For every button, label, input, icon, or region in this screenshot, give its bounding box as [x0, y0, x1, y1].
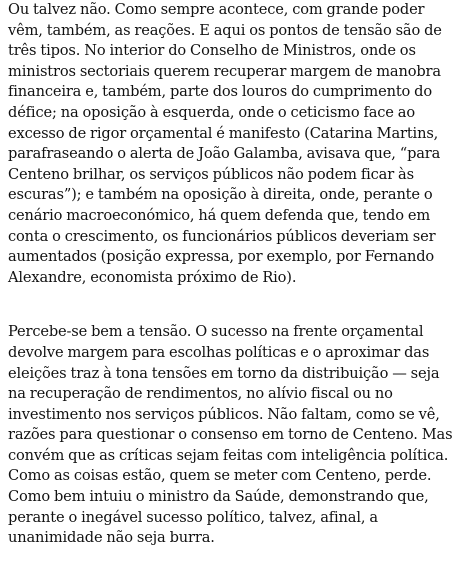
paragraph-line: escuras”); e também na oposição à direita, onde, perante o: [8, 186, 433, 204]
paragraph-line: défice; na oposição à esquerda, onde o ceticismo face ao: [8, 103, 415, 121]
paragraph-line: três tipos. No interior do Conselho de Ministros, onde os: [8, 42, 416, 60]
paragraph-2: [8, 322, 456, 549]
article-body: [8, 0, 456, 549]
paragraph-line: Percebe-se bem a tensão. O sucesso na frente orçamental: [8, 323, 424, 341]
paragraph-line: na recuperação de rendimentos, no alívio fiscal ou no: [8, 385, 393, 403]
paragraph-line: devolve margem para escolhas políticas e o aproximar das: [8, 343, 430, 361]
paragraph-line: financeira e, também, parte dos louros do cumprimento do: [8, 83, 432, 101]
paragraph-line: razões para questionar o consenso em torno de Centeno. Mas: [8, 426, 453, 444]
paragraph-line: parafraseando o alerta de João Galamba, avisava que, “para: [8, 145, 441, 163]
paragraph-line: perante o inegável sucesso político, talvez, afinal, a: [8, 508, 378, 526]
paragraph-line: Centeno brilhar, os serviços públicos não podem ficar às: [8, 165, 414, 183]
paragraph-line: Como as coisas estão, quem se meter com Centeno, perde.: [8, 467, 432, 485]
paragraph-line: investimento nos serviços públicos. Não faltam, como se vê,: [8, 405, 440, 423]
paragraph-line: Como bem intuiu o ministro da Saúde, demonstrando que,: [8, 488, 429, 506]
paragraph-spacer: [8, 288, 456, 322]
paragraph-line: cenário macroeconómico, há quem defenda que, tendo em: [8, 206, 431, 224]
paragraph-line: Ou talvez não. Como sempre acontece, com grande poder: [8, 1, 425, 18]
paragraph-line: conta o crescimento, os funcionários públicos deveriam ser: [8, 227, 436, 245]
paragraph-line: vêm, também, as reações. E aqui os pontos de tensão são de: [8, 21, 442, 39]
paragraph-line: eleições traz à tona tensões em torno da distribuição — seja: [8, 364, 440, 382]
paragraph-line: aumentados (posição expressa, por exemplo, por Fernando: [8, 248, 435, 266]
paragraph-1: [8, 0, 456, 288]
paragraph-line: convém que as críticas sejam feitas com inteligência política.: [8, 446, 449, 464]
paragraph-line: excesso de rigor orçamental é manifesto (Catarina Martins,: [8, 124, 439, 142]
paragraph-line: unanimidade não seja burra.: [8, 529, 215, 547]
paragraph-line: Alexandre, economista próximo de Rio).: [8, 268, 297, 286]
paragraph-line: ministros sectoriais querem recuperar margem de manobra: [8, 62, 441, 80]
